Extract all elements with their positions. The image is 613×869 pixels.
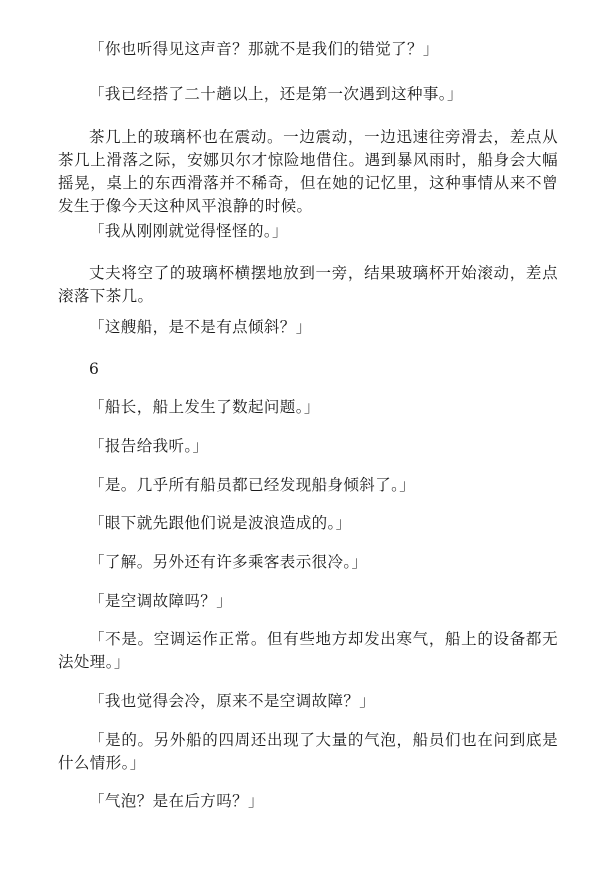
dialogue-line: 「了解。另外还有许多乘客表示很冷。」 xyxy=(89,553,368,571)
dialogue-line: 「我也觉得会冷，原来不是空调故障？」 xyxy=(89,692,376,710)
dialogue-line: 「我已经搭了二十趟以上，还是第一次遇到这种事。」 xyxy=(89,85,463,103)
dialogue-line: 「气泡？是在后方吗？」 xyxy=(89,792,264,810)
dialogue-line: 「报告给我听。」 xyxy=(89,437,209,455)
dialogue-line: 「这艘船，是不是有点倾斜？」 xyxy=(89,318,312,336)
narrative-paragraph: 丈夫将空了的玻璃杯横摆地放到一旁，结果玻璃杯开始滚动，差点滚落下茶几。 xyxy=(58,264,558,305)
dialogue-line: 「是的。另外船的四周还出现了大量的气泡，船员们也在问到底是什么情形。」 xyxy=(58,731,558,772)
dialogue-line: 「不是。空调运作正常。但有些地方却发出寒气，船上的设备都无法处理。」 xyxy=(58,630,558,671)
dialogue-line: 「是空调故障吗？」 xyxy=(89,592,233,610)
dialogue-line: 「我从刚刚就觉得怪怪的。」 xyxy=(89,222,288,240)
dialogue-line: 「是。几乎所有船员都已经发现船身倾斜了。」 xyxy=(89,476,416,494)
dialogue-line: 「你也听得见这声音？那就不是我们的错觉了？」 xyxy=(89,40,439,58)
dialogue-line: 「船长，船上发生了数起问题。」 xyxy=(89,398,320,416)
dialogue-line: 「眼下就先跟他们说是波浪造成的。」 xyxy=(89,514,352,532)
narrative-paragraph: 茶几上的玻璃杯也在震动。一边震动，一边迅速往旁滑去，差点从茶几上滑落之际，安娜贝尔才惊险地借住。遇到暴风雨时，船身会大幅摇晃，桌上的东西滑落并不稀奇，但在她的记忆里，这种事情从来不曾发生于像今天这种风平浪静的时候。 xyxy=(58,128,558,215)
section-number: 6 xyxy=(89,360,100,378)
